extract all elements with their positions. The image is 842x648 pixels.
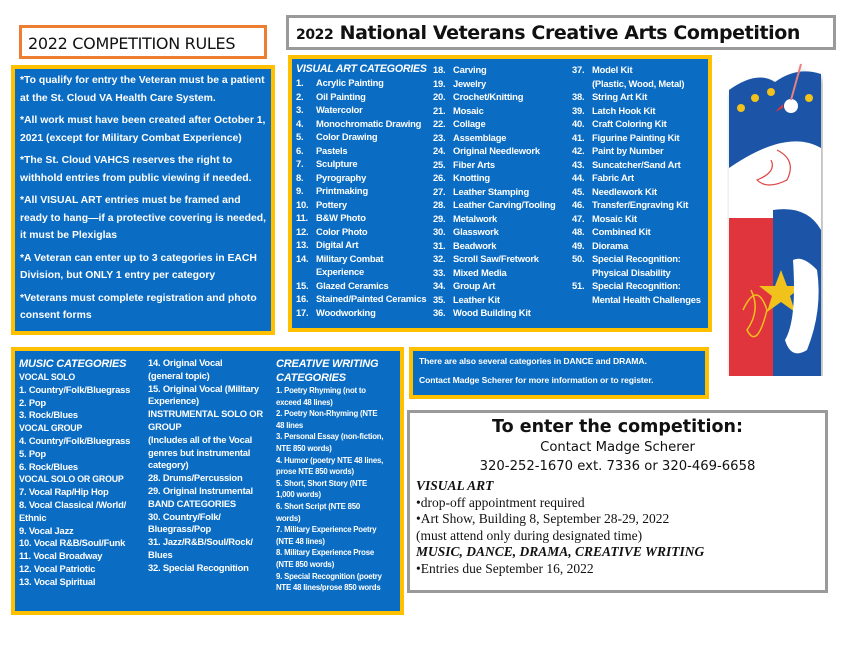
category-label: Monochromatic Drawing: [316, 117, 422, 129]
category-number: 33.: [433, 266, 446, 278]
music-category: Bluegrass/Pop: [148, 523, 212, 535]
category-number: 40.: [572, 118, 585, 129]
visual-art-category: [572, 104, 701, 118]
category-number: [572, 77, 592, 91]
category-label: Special Recognition:: [592, 253, 681, 264]
category-label: Printmaking: [316, 185, 368, 196]
category-number: 38.: [572, 91, 585, 102]
visual-art-category: [433, 306, 556, 320]
category-label: Transfer/Engraving Kit: [592, 199, 689, 210]
visual-art-category: [433, 279, 556, 293]
visual-art-category: [433, 63, 556, 77]
creative-writing-category: 9. Special Recognition (poetry: [276, 571, 382, 581]
visual-art-category: [296, 279, 427, 293]
music-category: 8. Vocal Classical /World/: [19, 498, 126, 510]
category-label: Watercolor: [316, 104, 363, 115]
category-label: Experience: [316, 266, 365, 277]
category-label: Figurine Painting Kit: [592, 131, 680, 143]
category-label: Stained/Painted Ceramics: [316, 293, 427, 304]
creative-writing-category: prose NTE 850 words): [276, 467, 354, 477]
visual-art-category: [296, 265, 427, 279]
category-number: 5.: [296, 131, 304, 142]
category-number: 28.: [433, 199, 446, 210]
category-number: 27.: [433, 185, 446, 197]
music-subheading: VOCAL SOLO: [19, 372, 76, 382]
visual-art-category: [572, 252, 701, 266]
category-number: 32.: [433, 253, 446, 264]
visual-art-category: [296, 90, 427, 104]
page-title: [286, 15, 836, 50]
visual-art-category: [572, 63, 701, 77]
category-number: 39.: [572, 104, 585, 116]
category-label: Military Combat: [316, 252, 384, 264]
category-label: Leather Carving/Tooling: [453, 199, 556, 210]
music-column-1: [19, 357, 144, 589]
category-label: Collage: [453, 118, 486, 129]
dance-drama-note: There are also several categories in DANCE and DRAMA.: [419, 356, 647, 366]
category-label: Leather Stamping: [453, 185, 529, 197]
music-category: GROUP: [148, 420, 182, 432]
visual-art-category: [572, 225, 701, 239]
music-writing-categories-box: [11, 347, 404, 615]
visual-art-category: [572, 171, 701, 185]
category-number: 48.: [572, 226, 585, 237]
creative-writing-category: 6. Short Script (NTE 850: [276, 501, 361, 511]
creative-writing-category: (NTE 48 lines): [276, 536, 325, 546]
creative-writing-category: 4. Humor (poetry NTE 48 lines,: [276, 455, 384, 465]
other-divisions-subheading: MUSIC, DANCE, DRAMA, CREATIVE WRITING: [416, 544, 705, 560]
category-label: Craft Coloring Kit: [592, 118, 667, 129]
category-label: Carving: [453, 64, 487, 75]
title-year: 2022: [296, 27, 334, 43]
visual-art-category: [572, 279, 701, 293]
visual-art-category: [572, 239, 701, 253]
visual-art-column-3: [572, 63, 701, 306]
category-number: 1.: [296, 77, 304, 88]
category-number: 44.: [572, 172, 585, 183]
visual-art-category: [296, 157, 427, 171]
visual-art-category: [296, 238, 427, 252]
visual-art-category: [296, 103, 427, 117]
music-category: 15. Original Vocal (Military: [148, 382, 259, 394]
category-label: String Art Kit: [592, 91, 648, 102]
category-label: Pottery: [316, 198, 347, 210]
category-label: Scroll Saw/Fretwork: [453, 253, 539, 264]
rule-item: *The St. Cloud VAHCS reserves the right to withhold entries from public viewing if needed.: [20, 155, 252, 184]
visual-art-category: [296, 76, 427, 90]
category-label: Original Needlework: [453, 145, 540, 156]
music-subheading: VOCAL SOLO OR GROUP: [19, 474, 124, 485]
visual-art-category: [296, 211, 427, 225]
category-label: Assemblage: [453, 131, 507, 143]
visual-art-category: [296, 198, 427, 212]
visual-art-subheading: VISUAL ART: [416, 478, 494, 493]
music-category: (general topic): [148, 369, 210, 381]
category-label: Color Drawing: [316, 131, 378, 142]
category-label: Physical Disability: [592, 266, 671, 278]
category-label: Model Kit: [592, 64, 633, 75]
visual-art-category: [572, 90, 701, 104]
rule-item: *Veterans must complete registration and photo consent forms: [20, 292, 257, 321]
creative-writing-category: 8. Military Experience Prose: [276, 548, 374, 558]
rules-title: 2022 COMPETITION RULES: [19, 25, 267, 59]
category-label: (Plastic, Wood, Metal): [592, 77, 685, 89]
contact-name: Contact Madge Scherer: [540, 440, 695, 455]
music-category: BAND CATEGORIES: [148, 497, 236, 509]
music-category: 1. Country/Folk/Bluegrass: [19, 383, 131, 395]
creative-writing-category: 1,000 words): [276, 490, 321, 500]
music-category: genres but instrumental: [148, 446, 251, 458]
category-number: 49.: [572, 239, 585, 251]
visual-art-category: [296, 144, 427, 158]
creative-writing-category: 1. Poetry Rhyming (not to: [276, 386, 366, 395]
category-label: Mixed Media: [453, 266, 507, 278]
category-number: 31.: [433, 239, 446, 251]
category-number: 12.: [296, 225, 309, 237]
creative-writing-column: [276, 357, 401, 594]
visual-art-category: [572, 212, 701, 226]
category-label: Mosaic: [453, 104, 484, 116]
visual-art-category: [433, 117, 556, 131]
category-label: Mental Health Challenges: [592, 293, 701, 305]
visual-art-column-2: [433, 63, 556, 320]
category-label: Pyrography: [316, 171, 367, 183]
dance-drama-box: [409, 347, 709, 399]
creative-writing-category: exceed 48 lines): [276, 397, 333, 407]
entries-due-line: •Entries due September 16, 2022: [416, 560, 594, 576]
category-number: 30.: [433, 226, 446, 237]
category-number: 25.: [433, 158, 446, 170]
category-label: B&W Photo: [316, 212, 366, 223]
creative-writing-category: 3. Personal Essay (non-fiction,: [276, 432, 384, 442]
visual-art-category: [296, 292, 427, 306]
visual-art-category: [433, 158, 556, 172]
visual-art-category: [296, 171, 427, 185]
category-number: 23.: [433, 131, 446, 143]
rule-item: *All VISUAL ART entries must be framed and ready to hang—if a protective covering is needed, it must be Plexiglas: [20, 195, 266, 241]
category-label: Leather Kit: [453, 293, 500, 305]
category-number: 14.: [296, 252, 309, 264]
category-number: 50.: [572, 253, 585, 264]
category-number: 6.: [296, 144, 304, 156]
music-category: 13. Vocal Spiritual: [19, 575, 96, 587]
category-number: 9.: [296, 185, 304, 196]
enter-competition-box: [407, 410, 828, 593]
category-label: Jewelry: [453, 77, 487, 89]
music-category: 2. Pop: [19, 396, 46, 408]
veterans-creative-arts-logo-icon: [727, 60, 823, 376]
category-number: 36.: [433, 307, 446, 318]
visual-art-category: [572, 158, 701, 172]
visual-art-category: [572, 185, 701, 199]
creative-writing-category: NTE 850 words): [276, 443, 332, 453]
music-category: category): [148, 459, 189, 471]
category-label: Latch Hook Kit: [592, 104, 656, 116]
creative-writing-category: words): [276, 513, 301, 523]
category-number: 16.: [296, 293, 309, 304]
visual-art-category: [433, 198, 556, 212]
category-number: 15.: [296, 279, 309, 291]
category-number: 29.: [433, 212, 446, 224]
enter-title: To enter the competition:: [491, 417, 744, 437]
rule-item: *A Veteran can enter up to 3 categories in EACH Division, but ONLY 1 entry per category: [20, 252, 257, 281]
category-number: 42.: [572, 145, 585, 156]
category-number: 10.: [296, 198, 309, 210]
title-text: National Veterans Creative Arts Competition: [339, 22, 801, 44]
category-label: Acrylic Painting: [316, 77, 384, 88]
visual-art-line: •Art Show, Building 8, September 28-29, 2022: [416, 511, 670, 527]
visual-art-category: [433, 131, 556, 145]
dance-drama-contact: Contact Madge Scherer for more information or to register.: [419, 375, 654, 385]
category-label: Special Recognition:: [592, 280, 681, 291]
music-category: Blues: [148, 548, 173, 560]
music-category: 3. Rock/Blues: [19, 409, 78, 421]
visual-art-heading: VISUAL ART CATEGORIES: [296, 63, 427, 75]
visual-art-category: [433, 239, 556, 253]
music-category: 12. Vocal Patriotic: [19, 562, 96, 574]
category-number: 21.: [433, 104, 446, 116]
visual-art-category: [433, 225, 556, 239]
visual-art-category: [296, 130, 427, 144]
music-category: 7. Vocal Rap/Hip Hop: [19, 486, 109, 498]
visual-art-line: •drop-off appointment required: [416, 494, 585, 510]
rule-item: *To qualify for entry the Veteran must be a patient at the St. Cloud VA Health Care System.: [20, 75, 265, 104]
category-number: 4.: [296, 117, 304, 129]
category-number: 37.: [572, 64, 585, 75]
category-label: Crochet/Knitting: [453, 91, 524, 102]
music-category: 29. Original Instrumental: [148, 484, 253, 496]
music-category: 6. Rock/Blues: [19, 460, 78, 472]
category-label: Suncatcher/Sand Art: [592, 158, 681, 170]
visual-art-category: [572, 77, 701, 91]
category-number: 35.: [433, 293, 446, 305]
visual-art-category: [433, 144, 556, 158]
category-number: 13.: [296, 239, 309, 250]
creative-writing-category: 5. Short, Short Story (NTE: [276, 478, 367, 488]
visual-art-category: [572, 293, 701, 307]
category-label: Beadwork: [453, 239, 497, 251]
creative-writing-category: (NTE 850 words): [276, 559, 335, 569]
visual-art-category: [296, 306, 427, 320]
music-category: (Includes all of the Vocal: [148, 433, 253, 445]
category-number: 34.: [433, 280, 446, 291]
visual-art-category: [296, 225, 427, 239]
creative-writing-category: 48 lines: [276, 420, 304, 430]
rule-item: *All work must have been created after October 1, 2021 (except for Military Combat Experience): [20, 115, 266, 144]
visual-art-categories-box: [288, 55, 712, 332]
category-label: Sculpture: [316, 158, 358, 169]
category-label: Pastels: [316, 144, 348, 156]
category-number: 26.: [433, 172, 446, 183]
visual-art-category: [572, 117, 701, 131]
visual-art-category: [296, 252, 427, 266]
visual-art-category: [296, 184, 427, 198]
music-category: 11. Vocal Broadway: [19, 550, 103, 562]
visual-art-category: [572, 131, 701, 145]
creative-writing-category: NTE 48 lines/prose 850 words: [276, 583, 381, 593]
music-category: 30. Country/Folk/: [148, 510, 221, 522]
category-number: [572, 293, 592, 307]
visual-art-category: [433, 104, 556, 118]
music-category: 32. Special Recognition: [148, 561, 249, 573]
category-number: 45.: [572, 185, 585, 197]
music-column-2: [148, 357, 276, 575]
music-category: INSTRUMENTAL SOLO OR: [148, 408, 263, 420]
creative-writing-heading: CREATIVE WRITING CATEGORIES: [276, 358, 379, 384]
category-number: 17.: [296, 306, 309, 318]
category-number: 43.: [572, 158, 585, 170]
category-number: [296, 265, 316, 279]
category-number: 18.: [433, 64, 446, 75]
category-label: Mosaic Kit: [592, 212, 637, 224]
category-label: Diorama: [592, 239, 629, 251]
visual-art-category: [433, 171, 556, 185]
category-number: 20.: [433, 91, 446, 102]
category-label: Glasswork: [453, 226, 499, 237]
music-category: Ethnic: [19, 511, 47, 523]
category-number: 51.: [572, 280, 585, 291]
visual-art-category: [433, 90, 556, 104]
category-number: 22.: [433, 118, 446, 129]
category-number: 24.: [433, 145, 446, 156]
visual-art-category: [433, 185, 556, 199]
category-number: 11.: [296, 212, 308, 223]
category-label: Color Photo: [316, 225, 368, 237]
category-number: 8.: [296, 171, 304, 183]
category-number: 41.: [572, 131, 585, 143]
category-label: Combined Kit: [592, 226, 651, 237]
music-category: 5. Pop: [19, 447, 46, 459]
visual-art-column-1: [296, 63, 427, 319]
category-label: Glazed Ceramics: [316, 279, 389, 291]
category-number: [572, 266, 592, 280]
category-label: Paint by Number: [592, 145, 664, 156]
category-label: Fabric Art: [592, 172, 634, 183]
visual-art-category: [433, 266, 556, 280]
category-label: Fiber Arts: [453, 158, 495, 170]
music-category: 28. Drums/Percussion: [148, 472, 243, 484]
category-label: Group Art: [453, 280, 496, 291]
visual-art-category: [572, 198, 701, 212]
category-label: Digital Art: [316, 239, 359, 250]
visual-art-line: (must attend only during designated time): [416, 527, 643, 543]
visual-art-category: [433, 252, 556, 266]
visual-art-category: [433, 77, 556, 91]
music-category: 9. Vocal Jazz: [19, 524, 74, 536]
category-number: 47.: [572, 212, 585, 224]
music-heading: MUSIC CATEGORIES: [19, 358, 127, 370]
creative-writing-category: 7. Military Experience Poetry: [276, 525, 377, 535]
music-category: 4. Country/Folk/Bluegrass: [19, 434, 131, 446]
music-category: 31. Jazz/R&B/Soul/Rock/: [148, 536, 253, 548]
category-label: Metalwork: [453, 212, 498, 224]
visual-art-category: [572, 144, 701, 158]
visual-art-category: [572, 266, 701, 280]
category-label: Oil Painting: [316, 90, 366, 102]
music-category: Experience): [148, 395, 199, 407]
category-number: 46.: [572, 199, 585, 210]
category-number: 2.: [296, 90, 304, 102]
rules-box: [11, 65, 275, 335]
category-label: Needlework Kit: [592, 185, 657, 197]
category-label: Woodworking: [316, 306, 376, 318]
category-label: Knotting: [453, 172, 490, 183]
category-label: Wood Building Kit: [453, 307, 531, 318]
visual-art-category: [433, 212, 556, 226]
category-number: 7.: [296, 158, 304, 169]
creative-writing-category: 2. Poetry Non-Rhyming (NTE: [276, 409, 378, 419]
visual-art-category: [296, 117, 427, 131]
music-category: 14. Original Vocal: [148, 357, 223, 368]
music-category: 10. Vocal R&B/Soul/Funk: [19, 537, 126, 549]
music-subheading: VOCAL GROUP: [19, 423, 83, 434]
category-number: 19.: [433, 77, 446, 89]
visual-art-category: [433, 293, 556, 307]
contact-phone: 320-252-1670 ext. 7336 or 320-469-6658: [479, 459, 756, 474]
category-number: 3.: [296, 104, 304, 115]
